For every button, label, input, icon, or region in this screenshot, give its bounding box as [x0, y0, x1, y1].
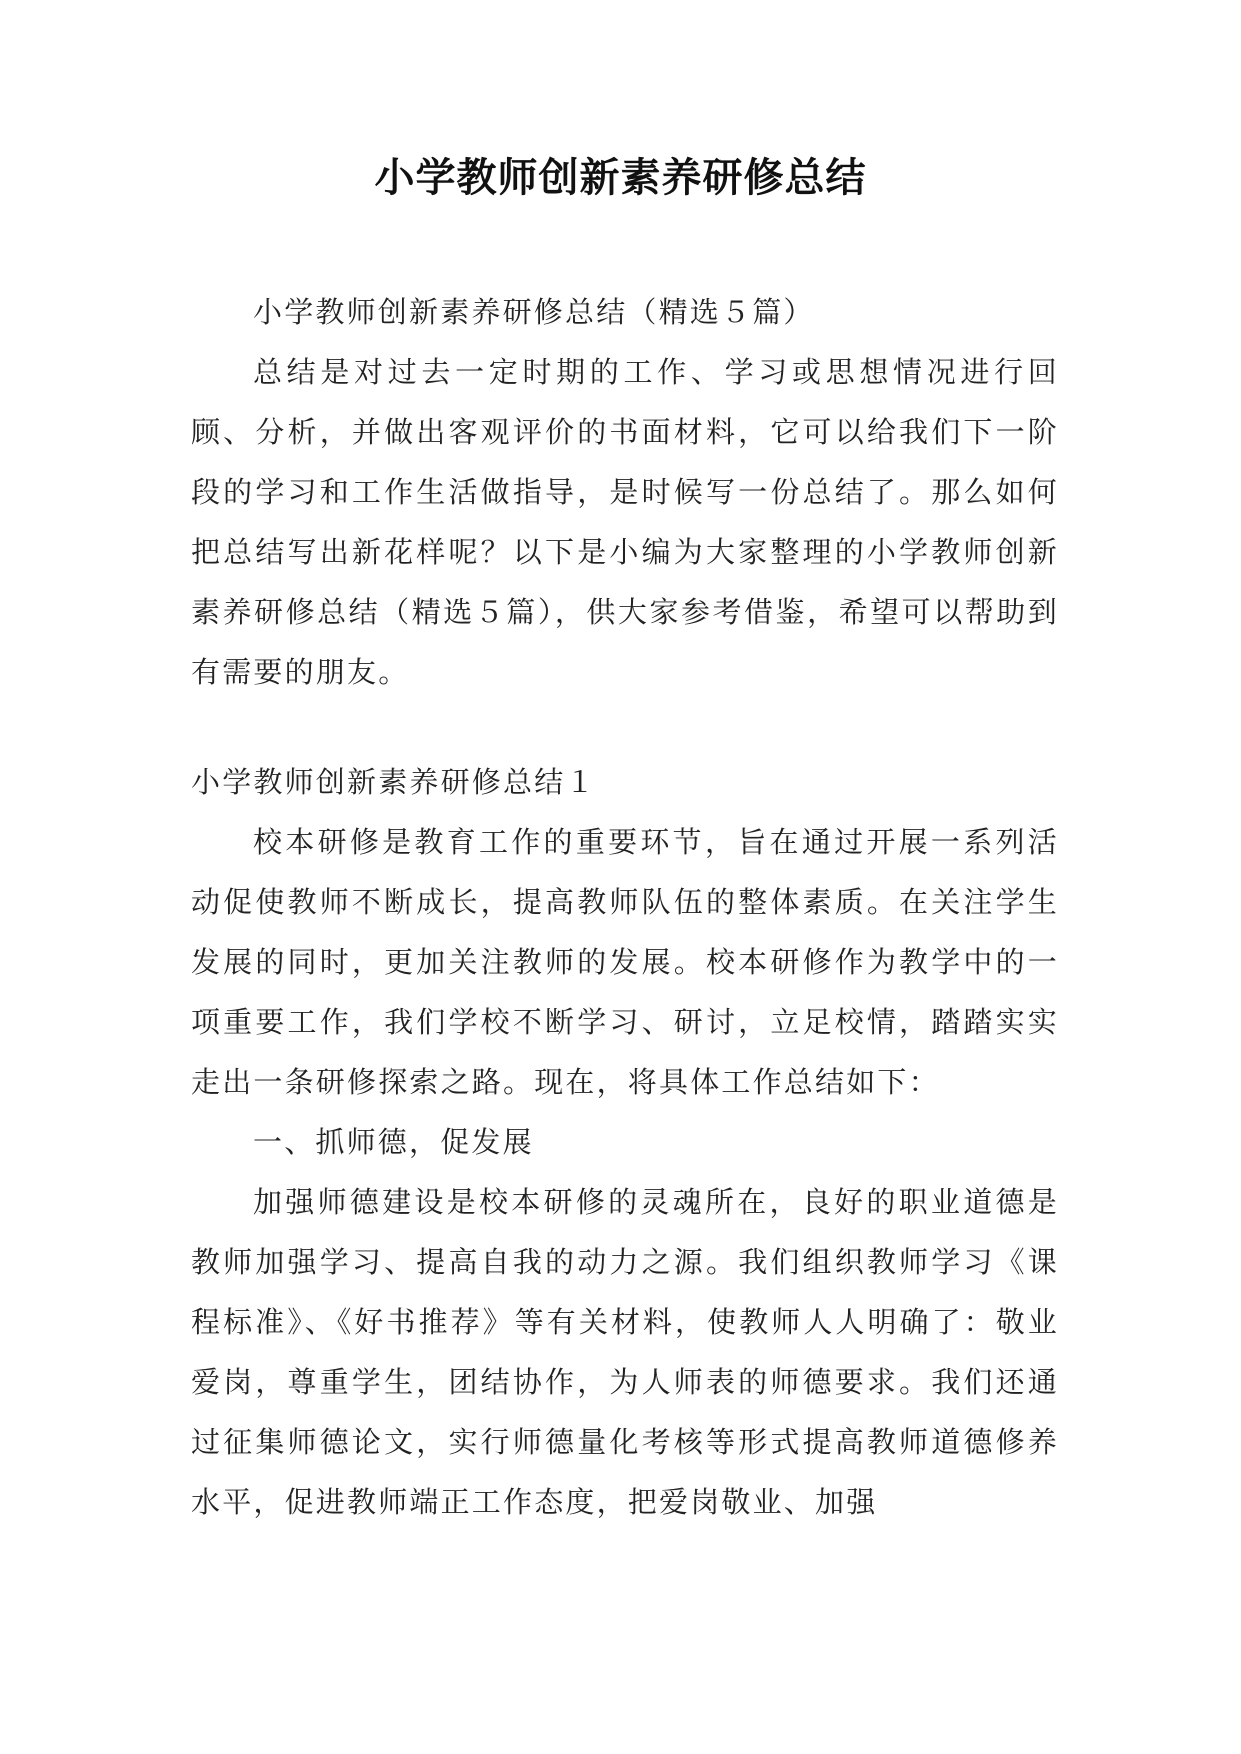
intro-paragraph: 总结是对过去一定时期的工作、学习或思想情况进行回顾、分析，并做出客观评价的书面材料，它可以给我们下一阶段的学习和工作生活做指导，是时候写一份总结了。那么如何把总结写出新花样呢？以下是小编为大家整理的小学教师创新素养研修总结（精选５篇），供大家参考借鉴，希望可以帮助到有需要的朋友。 [191, 355, 1059, 689]
section-1-paragraph-1: 校本研修是教育工作的重要环节，旨在通过开展一系列活动促使教师不断成长，提高教师队伍的整体素质。在关注学生发展的同时，更加关注教师的发展。校本研修作为教学中的一项重要工作，我们学校不断学习、研讨，立足校情，踏踏实实走出一条研修探索之路。现在，将具体工作总结如下： [191, 825, 1059, 1099]
intro-section [191, 282, 1059, 702]
section-1 [191, 752, 1059, 1532]
document-title: 小学教师创新素养研修总结 [374, 155, 867, 201]
document-subtitle: 小学教师创新素养研修总结（精选５篇） [253, 295, 815, 329]
section-1-heading: 小学教师创新素养研修总结１ [191, 765, 597, 799]
section-1-item-1-paragraph: 加强师德建设是校本研修的灵魂所在，良好的职业道德是教师加强学习、提高自我的动力之源。我们组织教师学习《课程标准》、《好书推荐》等有关材料，使教师人人明确了：敬业爱岗，尊重学生，团结协作，为人师表的师德要求。我们还通过征集师德论文，实行师德量化考核等形式提高教师道德修养水平，促进教师端正工作态度，把爱岗敬业、加强 [191, 1185, 1059, 1519]
section-1-item-1-heading: 一、抓师德，促发展 [253, 1125, 534, 1159]
